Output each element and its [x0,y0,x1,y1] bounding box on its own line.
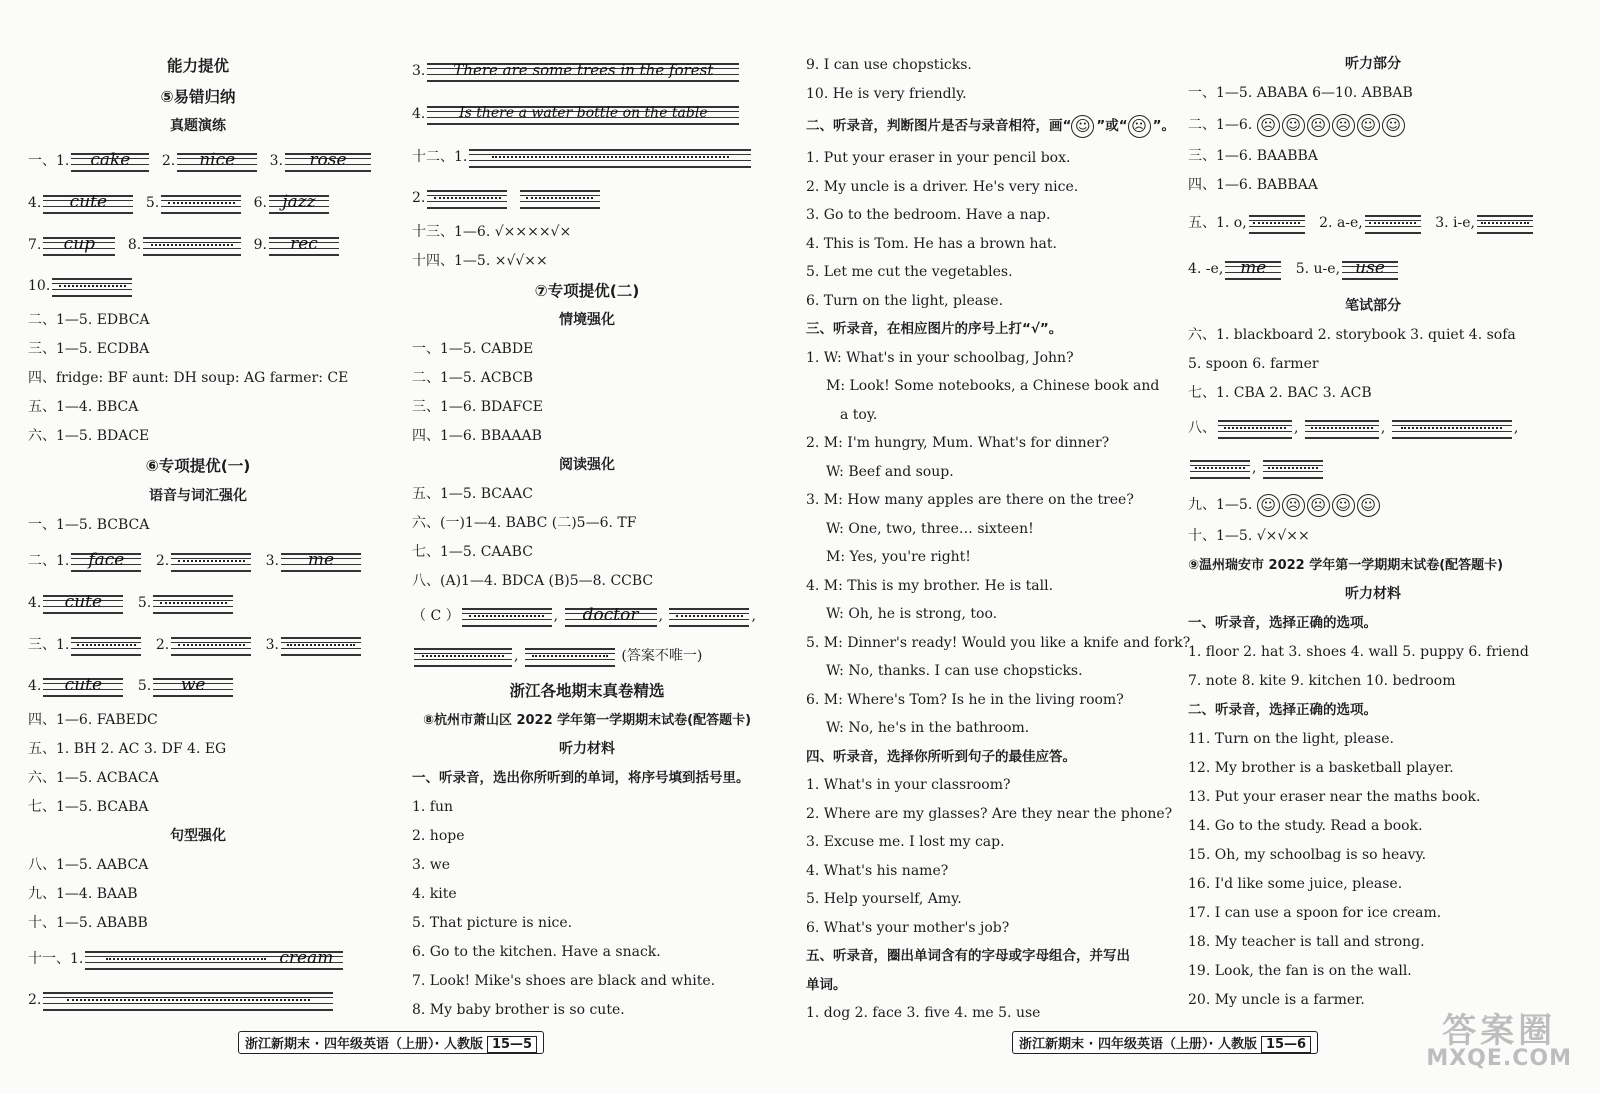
handwritten-answer [525,644,615,668]
column-2 [412,50,762,1025]
list-item: 7. Look! Mike's shoes are black and white. [412,973,716,989]
answer-line: 四、1—6. FABEDC [28,712,158,728]
answer-row: 九、1—5. ☺ ☹ ☹ ☺ ☺ [1188,488,1558,522]
answer-row: （ C ） , doctor , , [412,596,762,636]
section-heading: 笔试部分 [1345,298,1401,314]
instruction: 二、听录音，判断图片是否与录音相符，画“ ☺ ”或“ ☹ ”。 [806,108,1151,144]
subsection-heading: 听力材料 [1345,586,1401,602]
dialogue-line: 5. M: Dinner's ready! Would you like a knife and fork? [806,634,1191,651]
answer-row: 二、1. face 2. 3. me [28,540,368,582]
answer-row: 4. -e, me 5. u-e, use [1188,246,1558,292]
handwritten-answer [427,186,507,210]
answer-line: 四、1—6. BBAAAB [412,428,542,444]
list-item: 1. What's in your classroom? [806,777,1011,793]
list-item: 7. note 8. kite 9. kitchen 10. bedroom [1188,673,1456,689]
answer-row: 4. cute 5. [28,582,368,624]
answer-row: , [1188,448,1558,488]
instruction: 一、听录音，选择正确的选项。 [1188,615,1377,631]
answer-row: 2. [412,178,762,218]
list-item: 2. Where are my glasses? Are they near the phone? [806,805,1173,822]
sad-face-icon: ☹ [1307,114,1330,137]
handwritten-answer: me [281,549,361,573]
handwritten-answer [669,604,749,628]
list-item: 1. fun [412,799,454,815]
section-heading: ⑤易错归纳 [160,88,236,106]
answer-line: 三、1—6. BDAFCE [412,399,543,415]
instruction: 二、听录音，选择正确的选项。 [1188,702,1377,718]
dialogue-line: W: No, thanks. I can use chopsticks. [826,663,1083,679]
answer-line: 七、1—5. CAABC [412,544,533,560]
handwritten-answer: cup [43,233,115,257]
list-item: 20. My uncle is a farmer. [1188,992,1365,1008]
answer-line: 五、1—5. BCAAC [412,486,533,502]
handwritten-answer: Is there a water bottle on the table [427,102,739,126]
list-item: 3. Excuse me. I lost my cap. [806,834,1005,850]
handwritten-answer: use [1342,257,1398,281]
handwritten-answer [281,633,361,657]
list-item: 5. That picture is nice. [412,915,573,931]
dialogue-line: W: One, two, three… sixteen! [826,520,1034,537]
handwritten-answer [1305,416,1379,440]
handwritten-answer [171,633,251,657]
answer-line: 一、1—5. CABDE [412,341,534,357]
answer-line: 七、1—5. BCABA [28,799,149,815]
sad-face-icon: ☹ [1282,494,1305,517]
list-item: 6. What's your mother's job? [806,919,1010,936]
handwritten-answer [52,274,132,298]
handwritten-answer [153,591,233,615]
answer-row: 八、 , , , [1188,408,1558,448]
list-item: 6. Turn on the light, please. [806,292,1004,309]
answer-row: 2. [28,980,368,1020]
list-item: 1. floor 2. hat 3. shoes 4. wall 5. puppy 6. friend [1188,644,1529,660]
list-item: 4. What's his name? [806,862,949,879]
handwritten-answer [1249,211,1305,235]
answer-line: 三、1—5. ECDBA [28,341,150,357]
handwritten-answer: jazz [269,191,329,215]
handwritten-answer: me [1225,257,1281,281]
answer-row: , (答案不唯一) [412,636,762,676]
answer-line: 九、1—4. BAAB [28,886,138,902]
subsection-heading: 真题演练 [170,118,226,134]
answer-line: 四、fridge: BF aunt: DH soup: AG farmer: CE [28,370,349,386]
handwritten-answer: rose [285,149,371,173]
list-item: 1. dog 2. face 3. five 4. me 5. use [806,1005,1041,1021]
handwritten-answer [1477,211,1533,235]
answer-row: 五、1. o, 2. a-e, 3. i-e, [1188,200,1558,246]
answer-line: 六、1—5. ACBACA [28,770,159,786]
handwritten-answer [462,604,552,628]
answer-row: 10. [28,266,368,306]
dialogue-line: 2. M: I'm hungry, Mum. What's for dinner? [806,435,1110,451]
page-number: 15—5 [487,1036,537,1053]
handwritten-answer: cake [71,149,149,173]
instruction: 单词。 [806,976,847,993]
subsection-heading: 句型强化 [170,828,226,844]
handwritten-answer: rec [269,233,339,257]
page-footer: 浙江新期末 · 四年级英语（上册）· 人教版 15—5 [238,1031,544,1054]
list-item: 2. hope [412,828,465,844]
handwritten-answer [1365,211,1421,235]
handwritten-answer [1263,456,1323,480]
handwritten-answer: nice [177,149,257,173]
handwritten-answer: doctor [565,604,657,628]
list-item: 10. He is very friendly. [806,85,967,102]
sad-face-icon: ☹ [1332,114,1355,137]
smile-face-icon: ☺ [1332,494,1355,517]
handwritten-answer [1190,456,1250,480]
answer-line: 八、(A)1—4. BDCA (B)5—8. CCBC [412,573,654,589]
answer-line: 十、1—5. √×√×× [1188,528,1310,544]
answer-line: 二、1—5. EDBCA [28,312,150,328]
list-item: 11. Turn on the light, please. [1188,731,1394,747]
handwritten-answer [71,633,141,657]
list-item: 6. Go to the kitchen. Have a snack. [412,944,661,960]
subsection-heading: 阅读强化 [559,457,615,473]
list-item: 18. My teacher is tall and strong. [1188,934,1425,950]
page-footer: 浙江新期末 · 四年级英语（上册）· 人教版 15—6 [1012,1031,1318,1054]
handwritten-answer [161,191,241,215]
handwritten-answer: face [71,549,141,573]
dialogue-line: M: Look! Some notebooks, a Chinese book and [826,378,1160,394]
smile-face-icon: ☺ [1282,114,1305,137]
list-item: 12. My brother is a basketball player. [1188,760,1454,776]
list-item: 2. My uncle is a driver. He's very nice. [806,178,1079,195]
smile-face-icon: ☺ [1357,494,1380,517]
list-item: 14. Go to the study. Read a book. [1188,818,1423,834]
answer-row: 4. cute 5. 6. jazz [28,182,368,224]
list-item: 19. Look, the fan is on the wall. [1188,963,1412,979]
list-item: 13. Put your eraser near the maths book. [1188,789,1481,805]
subsection-heading: 情境强化 [559,312,615,328]
handwritten-answer [469,145,751,169]
exam-title: ⑨温州瑞安市 2022 学年第一学期期末试卷(配答题卡) [1188,558,1504,573]
list-item: 9. I can use chopsticks. [806,57,972,73]
answer-line: 五、1. BH 2. AC 3. DF 4. EG [28,741,227,757]
answer-line: 七、1. CBA 2. BAC 3. ACB [1188,385,1372,401]
subsection-heading: 语音与词汇强化 [149,488,247,504]
sad-face-icon: ☹ [1307,494,1330,517]
handwritten-answer [143,233,241,257]
answer-line: 六、1—5. BDACE [28,428,150,444]
smile-face-icon: ☺ [1357,114,1380,137]
list-item: 17. I can use a spoon for ice cream. [1188,905,1442,921]
list-item: 4. This is Tom. He has a brown hat. [806,235,1057,252]
answer-row: 4. Is there a water bottle on the table [412,92,762,136]
list-item: 5. Help yourself, Amy. [806,891,962,907]
answer-row: 4. cute 5. we [28,666,368,706]
handwritten-answer [171,549,251,573]
answer-line: 五、1—4. BBCA [28,399,139,415]
section-heading: ⑦专项提优(二) [534,282,640,300]
answer-line: 三、1—6. BAABBA [1188,148,1318,164]
answer-row: 3. There are some trees in the forest [412,50,762,92]
answer-line: 一、1—5. BCBCA [28,517,150,533]
dialogue-line: a toy. [840,406,878,423]
section-heading: 能力提优 [166,57,229,75]
list-item: 3. we [412,857,451,873]
section-heading: ⑥专项提优(一) [145,457,251,475]
list-item: 4. kite [412,886,457,902]
instruction: 三、听录音，在相应图片的序号上打“√”。 [806,321,1063,337]
handwritten-answer: cute [43,674,123,698]
smile-face-icon: ☺ [1257,494,1280,517]
column-3 [806,51,1191,1028]
instruction: 五、听录音，圈出单词含有的字母或字母组合，并写出 [806,948,1130,964]
list-item: 1. Put your eraser in your pencil box. [806,150,1071,166]
answer-line: 六、(一)1—4. BABC (二)5—6. TF [412,515,637,531]
answer-line: 十四、1—5. ×√√×× [412,253,548,269]
smile-face-icon: ☺ [1071,115,1094,138]
sad-face-icon: ☹ [1257,114,1280,137]
handwritten-answer [1392,416,1512,440]
subsection-heading: 听力材料 [559,741,615,757]
handwritten-answer: we [153,674,233,698]
answer-line: 六、1. blackboard 2. storybook 3. quiet 4. sofa [1188,327,1516,343]
handwritten-answer: cute [43,591,123,615]
watermark-logo: 答案圈 MXQE.COM [1426,1011,1572,1071]
answer-line: 5. spoon 6. farmer [1188,356,1319,372]
answer-line: 二、1—5. ACBCB [412,370,534,386]
instruction: 一、听录音，选出你所听到的单词，将序号填到括号里。 [412,770,750,786]
answer-line: 十三、1—6. √××××√× [412,224,572,240]
list-item: 5. Let me cut the vegetables. [806,264,1013,280]
handwritten-answer: There are some trees in the forest [427,59,739,83]
smile-face-icon: ☺ [1382,114,1405,137]
handwritten-answer [1218,416,1292,440]
answer-line: 八、1—5. AABCA [28,857,149,873]
handwritten-answer: cream [85,947,343,971]
dialogue-line: 4. M: This is my brother. He is tall. [806,577,1054,594]
answer-row: 十二、1. [412,136,762,178]
dialogue-line: W: Beef and soup. [826,463,954,480]
answer-line: 十、1—5. ABABB [28,915,148,931]
handwritten-answer: cute [43,191,133,215]
column-4 [1188,50,1558,1015]
answer-line: 四、1—6. BABBAA [1188,177,1318,193]
answer-row: 7. cup 8. 9. rec [28,224,368,266]
list-item: 3. Go to the bedroom. Have a nap. [806,207,1051,223]
list-item: 15. Oh, my schoolbag is so heavy. [1188,847,1427,863]
handwritten-answer [43,988,333,1012]
dialogue-line: W: No, he's in the bathroom. [826,720,1030,736]
list-item: 16. I'd like some juice, please. [1188,876,1403,892]
dialogue-line: M: Yes, you're right! [826,549,971,565]
answer-row: 十一、1. cream [28,938,368,980]
section-heading: 浙江各地期末真卷精选 [509,682,665,700]
handwritten-answer [414,644,512,668]
section-heading: 听力部分 [1345,56,1401,72]
dialogue-line: 3. M: How many apples are there on the tree? [806,492,1134,508]
answer-row: 一、1. cake 2. nice 3. rose [28,140,368,182]
column-1 [28,50,368,1020]
dialogue-line: 1. W: What's in your schoolbag, John? [806,349,1074,366]
dialogue-line: W: Oh, he is strong, too. [826,606,998,622]
answer-line: 一、1—5. ABABA 6—10. ABBAB [1188,85,1413,101]
answer-row: 三、1. 2. 3. [28,624,368,666]
exam-title: ⑧杭州市萧山区 2022 学年第一学期期末试卷(配答题卡) [422,713,752,728]
list-item: 8. My baby brother is so cute. [412,1002,625,1018]
instruction: 四、听录音，选择你所听到句子的最佳应答。 [806,748,1076,765]
page-number: 15—6 [1261,1036,1311,1053]
sad-face-icon: ☹ [1128,115,1151,138]
dialogue-line: 6. M: Where's Tom? Is he in the living room? [806,691,1124,708]
handwritten-answer [520,186,600,210]
answer-row: 二、1—6. ☹ ☺ ☹ ☹ ☺ ☺ [1188,108,1558,142]
